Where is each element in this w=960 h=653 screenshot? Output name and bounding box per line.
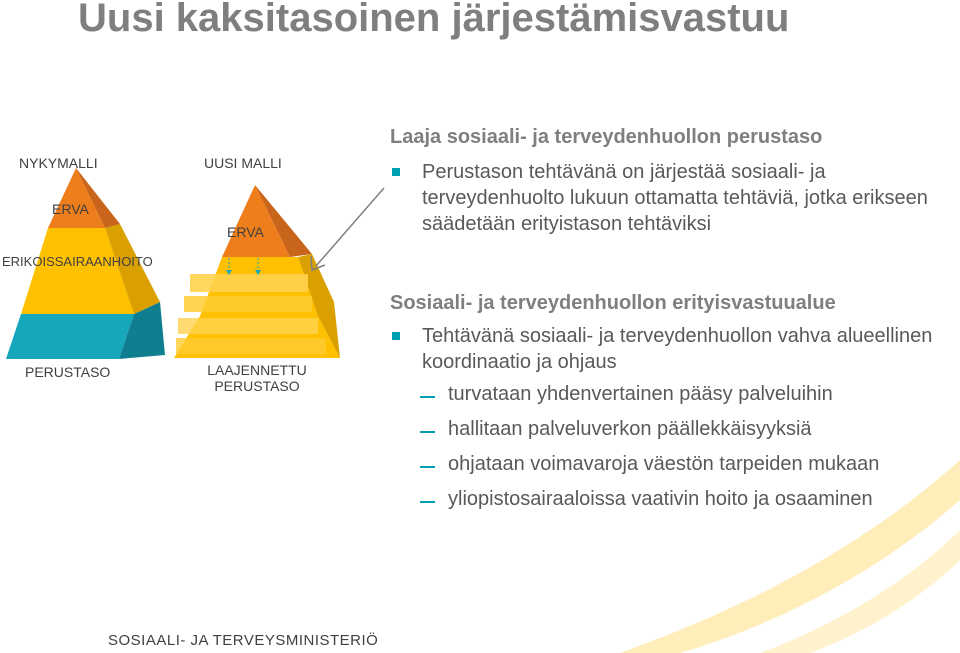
subitem-text: ohjataan voimavaroja väestön tarpeiden mukaan	[448, 453, 880, 475]
section1-bullet	[390, 159, 947, 237]
right-top-label: ERVA	[227, 224, 264, 240]
right-pyramid	[174, 185, 340, 358]
bullet-square-icon	[392, 332, 400, 340]
section1-heading: Laaja sosiaali- ja terveydenhuollon perustaso	[390, 126, 823, 148]
right-bottom-label-line2: PERUSTASO	[214, 378, 300, 394]
section2-bullet	[390, 323, 952, 375]
footer-logo: SOSIAALI- JA TERVEYSMINISTERIÖ	[108, 632, 379, 649]
left-top-label: ERVA	[52, 201, 89, 217]
bullet-square-icon	[392, 168, 400, 176]
section-basic-level	[390, 126, 955, 237]
list-item	[390, 380, 948, 409]
section2-bullet-text: Tehtävänä sosiaali- ja terveydenhuollon vahva alueellinen koordinaatio ja ohjaus	[422, 325, 933, 373]
page-title: Uusi kaksitasoinen järjestämisvastuu	[78, 0, 790, 40]
right-bottom-label-line1: LAAJENNETTU	[207, 362, 307, 378]
subitem-text: hallitaan palveluverkon päällekkäisyyksiä	[448, 418, 812, 440]
subitem-text: turvataan yhdenvertainen pääsy palveluihin	[448, 383, 833, 405]
left-pyramid-base-front	[6, 314, 134, 359]
dash-bullet-icon	[420, 431, 435, 433]
right-bottom-label	[196, 362, 318, 394]
pointer-arrow	[316, 188, 384, 266]
subitem-text: yliopistosairaaloissa vaativin hoito ja osaaminen	[448, 488, 873, 510]
left-bottom-label: PERUSTASO	[25, 364, 111, 380]
left-model-header: NYKYMALLI	[19, 155, 98, 171]
dash-bullet-icon	[420, 501, 435, 503]
dash-bullet-icon	[420, 396, 435, 398]
dash-bullet-icon	[420, 466, 435, 468]
section1-bullet-text: Perustason tehtävänä on järjestää sosiaali- ja terveydenhuolto lukuun ottamatta tehtäviä, jotka erikseen säädetään erityistason tehtäviksi	[422, 161, 928, 235]
right-model-header: UUSI MALLI	[204, 155, 282, 171]
section2-heading: Sosiaali- ja terveydenhuollon erityisvastuualue	[390, 292, 836, 314]
left-middle-label: ERIKOISSAIRAANHOITO	[2, 254, 153, 269]
decorative-swoosh	[560, 440, 960, 653]
